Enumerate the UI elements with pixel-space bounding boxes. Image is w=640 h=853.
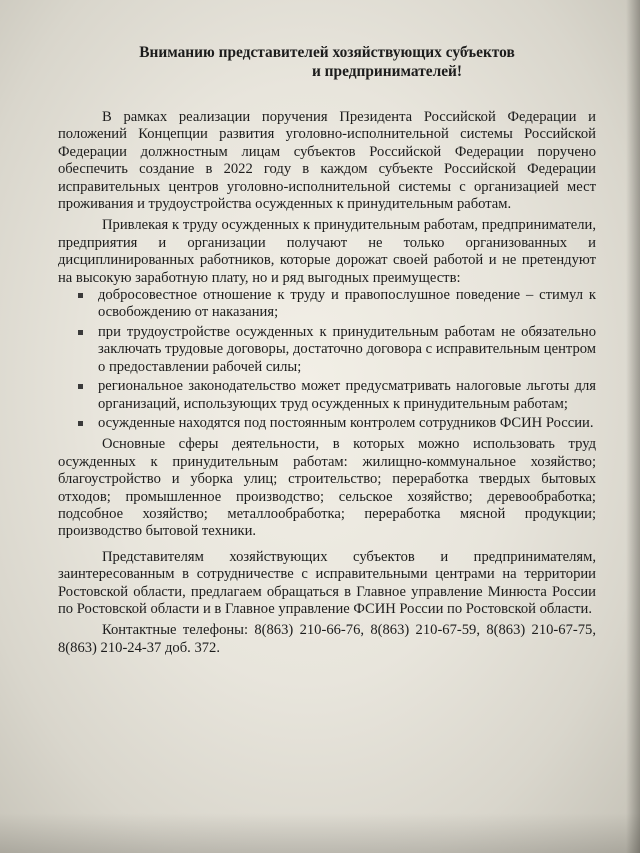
square-bullet-icon	[78, 330, 83, 335]
list-item	[58, 324, 596, 376]
benefit-text: добросовестное отношение к труду и правопослушное поведение – стимул к освобождению от наказания;	[98, 287, 596, 321]
paragraph-spheres: Основные сферы деятельности, в которых можно использовать труд осужденных к принудительным работам: жилищно-коммунальное хозяйство; благоустройство и уборка улиц; строительство; переработка твердых бытовых отходов; промышленное производство; сельское хозяйство; деревообработка; подсобное хозяйство; металлообработка; переработка мясной продукции; производство бытовой техники.	[58, 436, 596, 540]
paragraph-invitation: Представителям хозяйствующих субъектов и предпринимателям, заинтересованным в сотрудничестве с исправительными центрами на территории Ростовской области, предлагаем обращаться в Главное управление Минюста России по Ростовской области и в Главное управление ФСИН России по Ростовской области.	[58, 548, 596, 617]
document-body	[58, 44, 596, 657]
square-bullet-icon	[78, 293, 83, 298]
page-edge-shadow	[626, 0, 640, 853]
title-line-1: Вниманию представителей хозяйствующих субъектов	[139, 44, 515, 61]
benefit-text: осужденные находятся под постоянным контролем сотрудников ФСИН России.	[98, 414, 594, 431]
document-title	[58, 44, 596, 81]
square-bullet-icon	[78, 421, 83, 426]
list-item	[58, 415, 596, 432]
benefits-list	[58, 287, 596, 432]
page-bottom-shadow	[0, 813, 640, 853]
title-line-2: и предпринимателей!	[311, 62, 463, 80]
paragraph-intro: В рамках реализации поручения Президента Российской Федерации и положений Концепции развития уголовно-исполнительной системы Российской Федерации должностным лицам субъектов Российской Федерации поручено обеспечить создание в 2022 году в каждом субъекте Российской Федерации исправительных центров уголовно-исполнительной системы с организацией мест проживания и трудоустройства осужденных к принудительным работам.	[58, 109, 596, 213]
list-item	[58, 287, 596, 322]
list-item	[58, 378, 596, 413]
benefit-text: при трудоустройстве осужденных к принудительным работам не обязательно заключать трудовые договоры, достаточно договора с исправительным центром о предоставлении рабочей силы;	[98, 323, 596, 375]
benefit-text: региональное законодательство может предусматривать налоговые льготы для организаций, использующих труд осужденных к принудительным работам;	[98, 378, 596, 412]
square-bullet-icon	[78, 384, 83, 389]
contact-phones: Контактные телефоны: 8(863) 210-66-76, 8(863) 210-67-59, 8(863) 210-67-75, 8(863) 210-24-37 доб. 372.	[58, 622, 596, 656]
paragraph-advantages: Привлекая к труду осужденных к принудительным работам, предприниматели, предприятия и организации получают не только организованных и дисциплинированных работников, которые дорожат своей работой и не претендуют на высокую заработную плату, но и ряд выгодных преимуществ:	[58, 217, 596, 286]
